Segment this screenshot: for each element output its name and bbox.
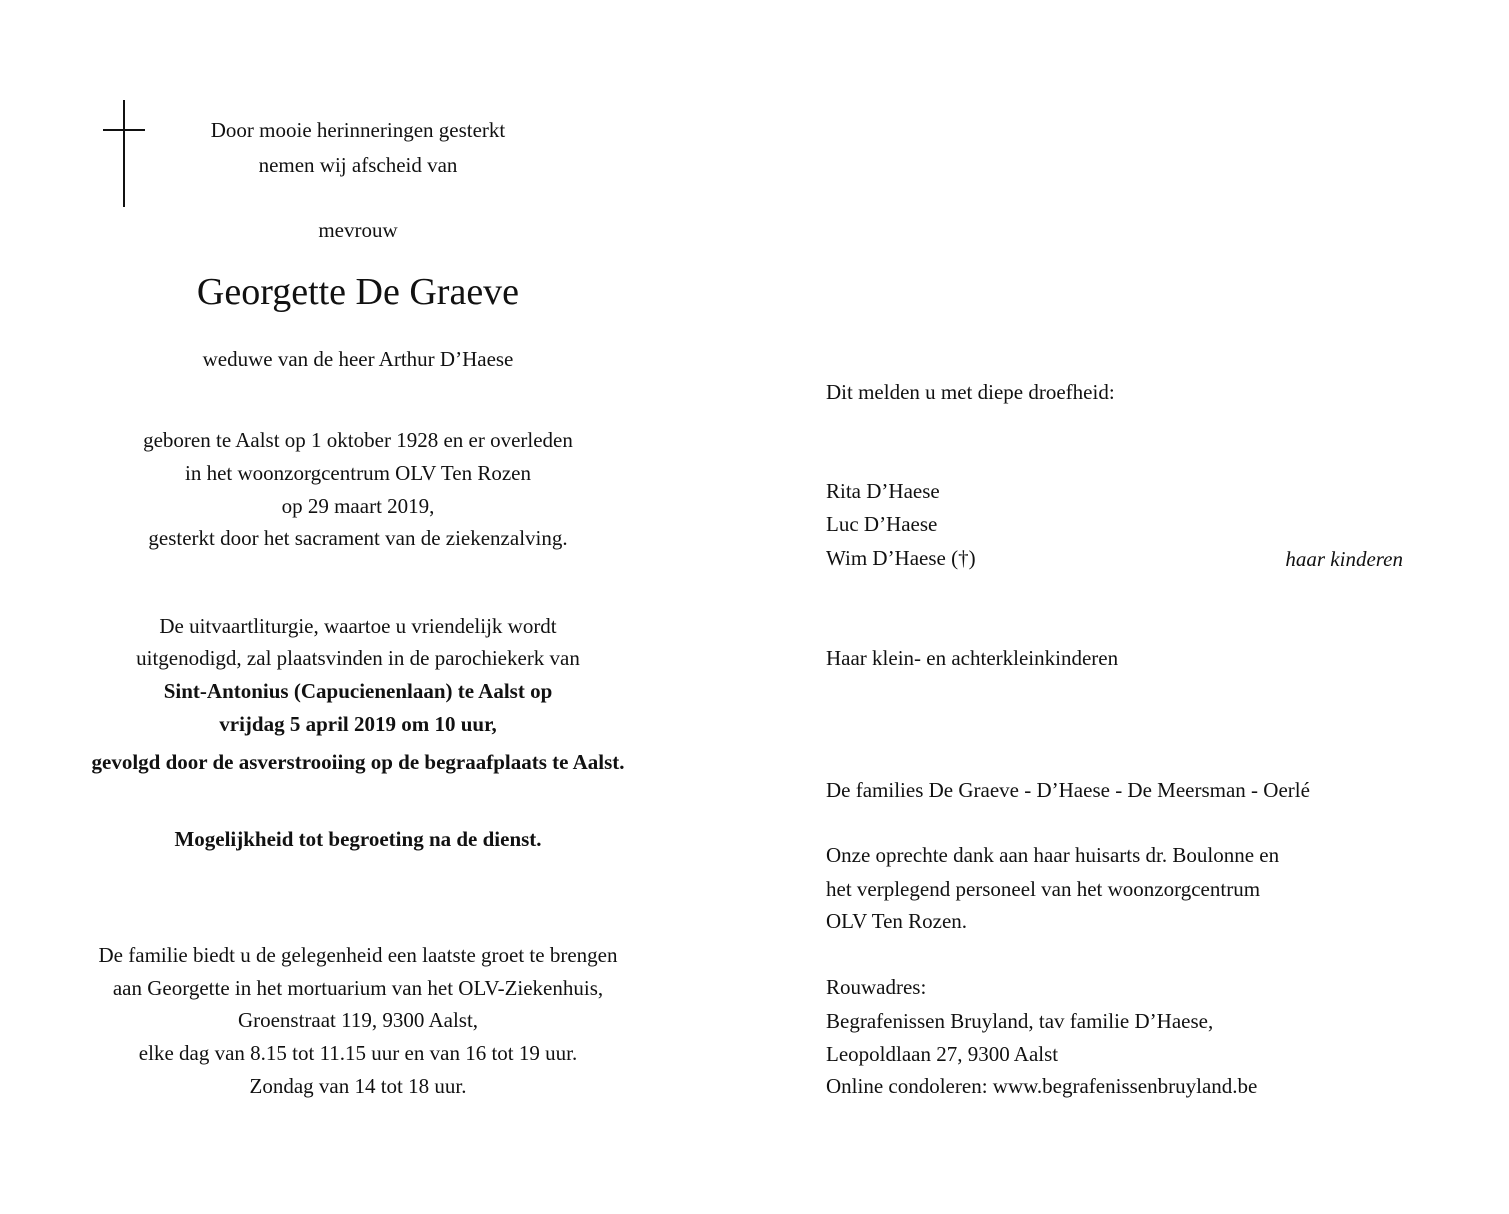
address-line: Begrafenissen Bruyland, tav familie D’Haese, bbox=[826, 1009, 1214, 1033]
visit-line: De familie biedt u de gelegenheid een laatste groet te brengen bbox=[98, 943, 618, 967]
visit-line: elke dag van 8.15 tot 11.15 uur en van 16 tot 19 uur. bbox=[138, 1041, 578, 1065]
visit-line: aan Georgette in het mortuarium van het OLV-Ziekenhuis, bbox=[112, 976, 604, 1000]
funeral-bold-line: gevolgd door de asverstrooiing op de begraafplaats te Aalst. bbox=[91, 750, 625, 774]
grandchildren-line: Haar klein- en achterkleinkinderen bbox=[826, 646, 1119, 670]
child-name: Rita D’Haese bbox=[826, 479, 940, 503]
funeral-bold-line: vrijdag 5 april 2019 om 10 uur, bbox=[219, 712, 497, 736]
intro-line: Door mooie herinneringen gesterkt bbox=[210, 118, 506, 142]
intro-line: nemen wij afscheid van bbox=[258, 153, 458, 177]
children-label: haar kinderen bbox=[1285, 547, 1403, 571]
greeting-line: Mogelijkheid tot begroeting na de dienst. bbox=[174, 827, 542, 851]
widow-line: weduwe van de heer Arthur D’Haese bbox=[202, 347, 514, 371]
birth-line: gesterkt door het sacrament van de ziekenzalving. bbox=[148, 526, 568, 550]
families-line: De families De Graeve - D’Haese - De Meersman - Oerlé bbox=[826, 778, 1310, 802]
birth-line: geboren te Aalst op 1 oktober 1928 en er overleden bbox=[143, 428, 573, 452]
condolence-link[interactable]: Online condoleren: www.begrafenissenbruyland.be bbox=[826, 1074, 1258, 1098]
child-name: Wim D’Haese (†) bbox=[826, 546, 976, 570]
title: mevrouw bbox=[318, 218, 398, 242]
address-label: Rouwadres: bbox=[826, 975, 927, 999]
announce-line: Dit melden u met diepe droefheid: bbox=[826, 380, 1115, 404]
deceased-name: Georgette De Graeve bbox=[196, 271, 520, 313]
funeral-line: De uitvaartliturgie, waartoe u vriendelijk wordt bbox=[159, 614, 557, 638]
thanks-line: Onze oprechte dank aan haar huisarts dr. Boulonne en bbox=[826, 843, 1280, 867]
visit-line: Groenstraat 119, 9300 Aalst, bbox=[237, 1008, 479, 1032]
thanks-line: OLV Ten Rozen. bbox=[826, 909, 968, 933]
child-name: Luc D’Haese bbox=[826, 512, 938, 536]
funeral-bold-line: Sint-Antonius (Capucienenlaan) te Aalst op bbox=[163, 679, 553, 703]
funeral-line: uitgenodigd, zal plaatsvinden in de parochiekerk van bbox=[136, 646, 580, 670]
visit-line: Zondag van 14 tot 18 uur. bbox=[249, 1074, 467, 1098]
thanks-line: het verplegend personeel van het woonzorgcentrum bbox=[826, 877, 1261, 901]
address-line: Leopoldlaan 27, 9300 Aalst bbox=[826, 1042, 1059, 1066]
birth-line: op 29 maart 2019, bbox=[281, 494, 435, 518]
birth-line: in het woonzorgcentrum OLV Ten Rozen bbox=[185, 461, 531, 485]
